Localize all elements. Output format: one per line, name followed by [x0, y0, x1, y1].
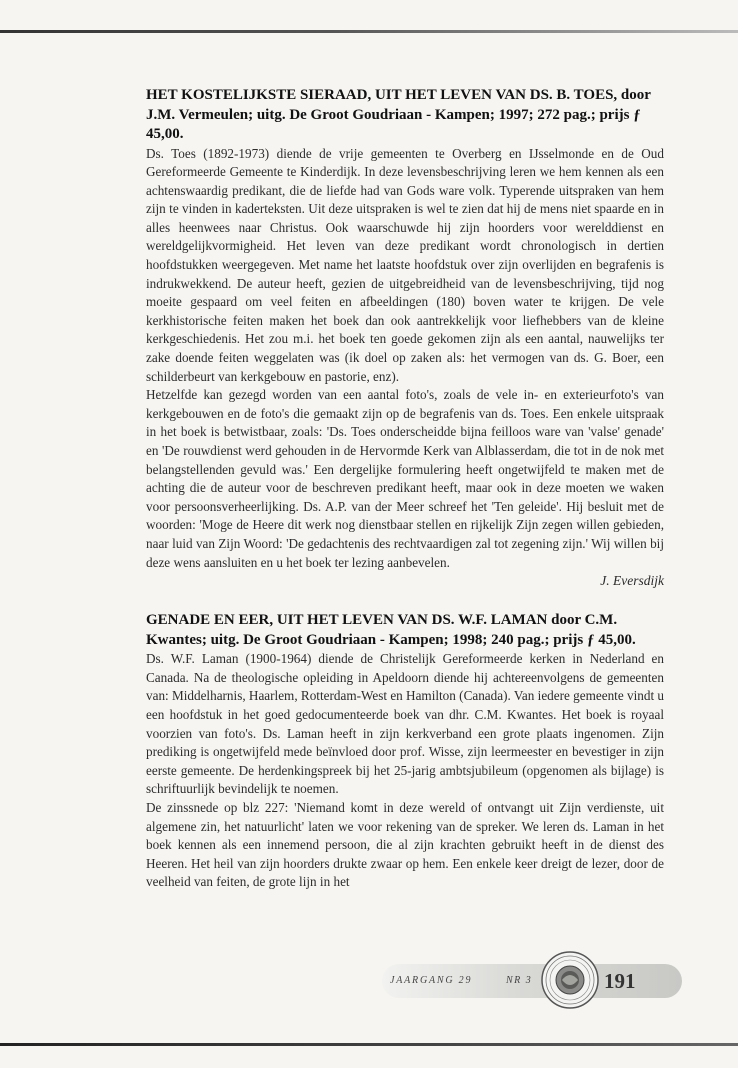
- journal-issue: NR 3: [506, 975, 533, 986]
- review-signature: J. Eversdijk: [600, 573, 664, 589]
- bottom-rule: [0, 1043, 738, 1046]
- review-heading: GENADE EN EER, UIT HET LEVEN VAN DS. W.F. LAMAN door C.M. Kwantes; uitg. De Groot Goudriaan - Kampen; 1998; 240 pag.; prijs ƒ 45,00.: [146, 612, 636, 648]
- seal-emblem-icon: [540, 950, 600, 1010]
- review-paragraph: Ds. W.F. Laman (1900-1964) diende de Christelijk Gereformeerde kerken in Nederland en Canada. Na de theologische opleiding in Apeldoorn diende hij achtereenvolgens de gemeenten van: Middelharnis, Haarlem, Rotterdam-West en Hamilton (Canada). Van iedere gemeente vindt u een hoofdstuk in het goed gedocumenteerde boek van dhr. C.M. Kwantes. Het boek is royaal voorzien van foto's. Ds. Laman heeft in zijn kerkverband een grote plaats ingenomen. Zijn prediking is ongetwijfeld mede beïnvloed door prof. Wisse, zijn leermeester en bevestiger in zijn eerste gemeente. De herdenkingspreek bij het 25-jarig ambtsjubileum (opgenomen als bijlage) is schriftuurlijk bevindelijk te noemen.: [146, 651, 664, 797]
- review-paragraph: De zinssnede op blz 227: 'Niemand komt in deze wereld of ontvangt uit Zijn verdienste, uit algemene zin, het natuurlicht' laten we voor rekening van de spreker. We leren ds. Laman in het boek kennen als een innemend persoon, die al zijn krachten gebruikt heeft in de dienst des Heeren. Het heil van zijn hoorders drukte zwaar op hem. Een enkele keer dreigt de lezer, door de veelheid van feiten, de grote lijn in het: [146, 799, 664, 890]
- review-paragraph: Ds. Toes (1892-1973) diende de vrije gemeenten te Overberg en IJsselmonde en de Oud Gereformeerde Gemeente te Kinderdijk. In deze levensbeschrijving leren we hem kennen als een achtenswaardig predikant, die de liefde had van Gods ware volk. Typerende uitspraken van hem zijn te vinden in kaderteksten. Uit deze uitspraken is wel te zien dat hij de mens niet spaarde en in alles heenwees naar Christus. Ook waarschuwde hij zijn hoorders voor werelddienst en wereldgelijkvormigheid. Het leven van deze predikant wordt chronologisch in dertien hoofdstukken weergegeven. Met name het laatste hoofdstuk over zijn overlijden en begrafenis is indrukwekkend. De auteur heeft, gezien de uitgebreidheid van de levensbeschrijving, tijd nog moeite gespaard om veel feiten en afbeeldingen (180) boven water te krijgen. De vele kerkhistorische feiten maken het boek dan ook aantrekkelijk voor liefhebbers van de kleine kerkgeschiedenis. Het zou m.i. het boek ten goede gekomen zijn als een aantal, nauwelijks ter zake doende feiten weggelaten was (ik doel op zaken als: het vermogen van ds. G. Boer, een schilderbeurt van kerkgebouw en pastorie, enz).: [146, 145, 664, 384]
- top-rule: [0, 30, 738, 33]
- review-toes: [146, 86, 664, 590]
- review-heading: HET KOSTELIJKSTE SIERAAD, UIT HET LEVEN VAN DS. B. TOES, door J.M. Vermeulen; uitg. De Groot Goudriaan - Kampen; 1997; 272 pag.; prijs ƒ 45,00.: [146, 87, 651, 142]
- page-number: 191: [604, 969, 636, 993]
- review-laman: [146, 611, 664, 892]
- journal-volume: JAARGANG 29: [390, 975, 473, 986]
- review-paragraph: Hetzelfde kan gezegd worden van een aantal foto's, zoals de vele in- en exterieurfoto's van kerkgebouwen en de foto's die gemaakt zijn op de begrafenis van ds. Toes. Een enkele uitspraak in het boek is betwistbaar, zoals: 'Ds. Toes onderscheidde bijna feilloos ware van 'valse' genade' en 'De rouwdienst werd gehouden in de Hervormde Kerk van Alblasserdam, die tot in de nok met belangstellenden gevuld was.' Een dergelijke formulering heeft ongetwijfeld te maken met de achting die de auteur voor de beschreven predikant heeft, maar ook in deze moeten we waken voor persoonsverheerlijking. Ds. A.P. van der Meer schreef het 'Ten geleide'. Hij besluit met de woorden: 'Moge de Heere dit werk nog dienstbaar stellen en rijkelijk Zijn zegen willen gebieden, naar luid van Zijn Woord: 'De gedachtenis des rechtvaardigen zal tot zegening zijn.' Wij willen bij deze wens aansluiten en u het boek ter lezing aanbevelen.: [146, 387, 664, 570]
- page-content: [146, 86, 664, 892]
